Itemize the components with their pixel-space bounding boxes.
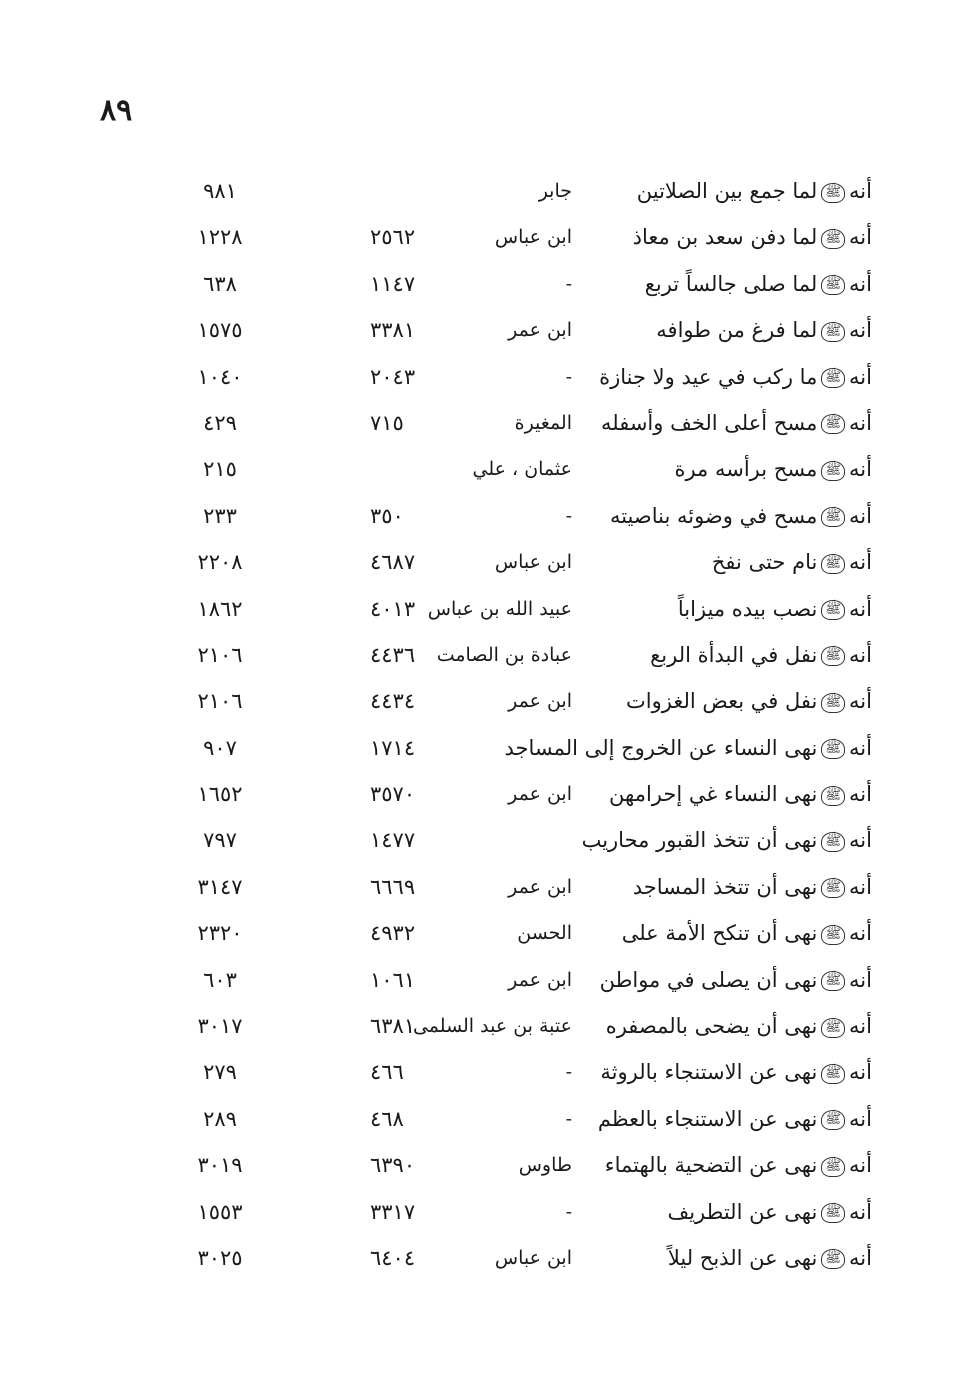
salawat-honorific-icon: ﷺ — [821, 183, 845, 203]
reference-number: ٢٠٤٣ — [370, 364, 416, 389]
hadith-prefix: أنه — [849, 503, 872, 528]
hadith-phrase: نهى أن تنكح الأمة على — [621, 921, 818, 946]
reference-number: ٦٦٦٩ — [370, 874, 416, 899]
narrator: عتبة بن عبد السلمى — [412, 1015, 572, 1038]
hadith-phrase: مسح في وضوئه بناصيته — [609, 503, 818, 528]
narrator: ابن عمر — [508, 783, 572, 806]
salawat-honorific-icon: ﷺ — [821, 832, 845, 852]
page-reference-number: ٣٠٢٥ — [197, 1245, 243, 1270]
page-reference-number: ١٨٦٢ — [197, 596, 243, 621]
narrator: - — [565, 1200, 572, 1223]
narrator: عبيد الله بن عباس — [427, 597, 572, 620]
salawat-honorific-icon: ﷺ — [821, 878, 845, 898]
hadith-text — [600, 963, 872, 997]
hadith-phrase: نهى أن يصلى في مواطن — [599, 967, 818, 992]
index-row — [0, 819, 956, 865]
hadith-phrase: نهى أن تتخذ المساجد — [632, 874, 818, 899]
narrator: عثمان ، علي — [472, 458, 572, 481]
narrator: ابن عباس — [494, 1246, 572, 1269]
page-reference-number: ٣٠١٩ — [197, 1153, 243, 1178]
hadith-index-table — [0, 170, 956, 1283]
hadith-prefix: أنه — [849, 318, 872, 343]
hadith-text — [668, 1241, 872, 1275]
hadith-phrase: نفل في البدأة الربع — [650, 642, 818, 667]
page-number: ٨٩ — [100, 93, 133, 128]
narrator: - — [565, 272, 572, 295]
salawat-honorific-icon: ﷺ — [821, 1064, 845, 1084]
hadith-phrase: ما ركب في عيد ولا جنازة — [599, 364, 818, 389]
index-row — [0, 309, 956, 355]
hadith-text — [582, 823, 872, 857]
hadith-text — [601, 406, 872, 440]
reference-number: ٤٤٣٦ — [370, 642, 416, 667]
hadith-text — [678, 592, 872, 626]
narrator: ابن عمر — [508, 319, 572, 342]
page-reference-number: ١٥٥٣ — [197, 1199, 243, 1224]
salawat-honorific-icon: ﷺ — [821, 461, 845, 481]
hadith-phrase: نهى عن الاستنجاء بالروثة — [600, 1060, 818, 1085]
index-row — [0, 1098, 956, 1144]
index-row — [0, 1191, 956, 1237]
page-reference-number: ١٠٤٠ — [197, 364, 243, 389]
hadith-text — [622, 916, 872, 950]
reference-number: ٤٦٨ — [370, 1106, 404, 1131]
index-row — [0, 448, 956, 494]
hadith-phrase: لما صلى جالساً تربع — [644, 271, 818, 296]
salawat-honorific-icon: ﷺ — [821, 646, 845, 666]
index-row — [0, 1005, 956, 1051]
salawat-honorific-icon: ﷺ — [821, 322, 845, 342]
page-reference-number: ٣١٤٧ — [197, 874, 243, 899]
narrator: ابن عمر — [508, 875, 572, 898]
narrator: طاوس — [518, 1154, 572, 1177]
page-reference-number: ١٦٥٢ — [197, 782, 243, 807]
hadith-text — [633, 220, 872, 254]
index-row — [0, 170, 956, 216]
narrator: ابن عباس — [494, 551, 572, 574]
hadith-text — [505, 731, 873, 765]
salawat-honorific-icon: ﷺ — [821, 1249, 845, 1269]
hadith-phrase: نصب بيده ميزاباً — [677, 596, 818, 621]
hadith-prefix: أنه — [849, 735, 872, 760]
narrator: جابر — [538, 180, 572, 202]
salawat-honorific-icon: ﷺ — [821, 786, 845, 806]
page-reference-number: ٣٠١٧ — [197, 1014, 243, 1039]
narrator: - — [565, 1061, 572, 1084]
index-row — [0, 495, 956, 541]
hadith-prefix: أنه — [849, 550, 872, 575]
salawat-honorific-icon: ﷺ — [821, 971, 845, 991]
index-row — [0, 773, 956, 819]
hadith-phrase: مسح أعلى الخف وأسفله — [601, 410, 818, 435]
reference-number: ١١٤٧ — [370, 271, 416, 296]
hadith-phrase: نفل في بعض الغزوات — [625, 689, 818, 714]
narrator: الحسن — [517, 922, 572, 945]
hadith-phrase: نهى أن يضحى بالمصفره — [605, 1014, 818, 1039]
page-reference-number: ٢١٠٦ — [197, 642, 243, 667]
salawat-honorific-icon: ﷺ — [821, 414, 845, 434]
index-row — [0, 356, 956, 402]
hadith-phrase: نهى عن الاستنجاء بالعظم — [597, 1106, 818, 1131]
index-row — [0, 912, 956, 958]
index-row — [0, 1051, 956, 1097]
salawat-honorific-icon: ﷺ — [821, 554, 845, 574]
reference-number: ٣٥٠ — [370, 503, 404, 528]
narrator: المغيرة — [514, 411, 572, 434]
reference-number: ٤٦٦ — [370, 1060, 404, 1085]
hadith-prefix: أنه — [849, 410, 872, 435]
hadith-prefix: أنه — [849, 1199, 872, 1224]
narrator: - — [565, 1107, 572, 1130]
hadith-text — [626, 684, 872, 718]
narrator: ابن عمر — [508, 690, 572, 713]
index-row — [0, 541, 956, 587]
salawat-honorific-icon: ﷺ — [821, 275, 845, 295]
page-reference-number: ٩٨١ — [203, 179, 237, 203]
reference-number: ٤٩٣٢ — [370, 921, 416, 946]
reference-number: ٦٣٨١ — [370, 1014, 416, 1039]
hadith-prefix: أنه — [849, 689, 872, 714]
salawat-honorific-icon: ﷺ — [821, 1157, 845, 1177]
salawat-honorific-icon: ﷺ — [821, 368, 845, 388]
hadith-text — [598, 1102, 872, 1136]
page-reference-number: ٦٠٣ — [203, 967, 237, 992]
hadith-text — [656, 313, 872, 347]
hadith-prefix: أنه — [849, 225, 872, 250]
narrator: عبادة بن الصامت — [436, 643, 572, 666]
reference-number: ٦٤٠٤ — [370, 1245, 416, 1270]
reference-number: ٤٦٨٧ — [370, 550, 416, 575]
hadith-text — [633, 870, 872, 904]
index-row — [0, 588, 956, 634]
salawat-honorific-icon: ﷺ — [821, 507, 845, 527]
hadith-prefix: أنه — [849, 874, 872, 899]
hadith-prefix: أنه — [849, 782, 872, 807]
salawat-honorific-icon: ﷺ — [821, 739, 845, 759]
hadith-prefix: أنه — [849, 596, 872, 621]
page-reference-number: ١٢٢٨ — [197, 225, 243, 250]
hadith-prefix: أنه — [849, 271, 872, 296]
reference-number: ٤٤٣٤ — [370, 689, 416, 714]
hadith-text — [610, 499, 872, 533]
salawat-honorific-icon: ﷺ — [821, 1203, 845, 1223]
salawat-honorific-icon: ﷺ — [821, 925, 845, 945]
narrator: ابن عباس — [494, 226, 572, 249]
narrator: ابن عمر — [508, 968, 572, 991]
reference-number: ١٧١٤ — [370, 735, 416, 760]
hadith-text — [609, 777, 872, 811]
hadith-text — [650, 638, 872, 672]
hadith-prefix: أنه — [849, 967, 872, 992]
hadith-phrase: نهى عن التضحية بالهتماء — [604, 1153, 818, 1178]
index-row — [0, 866, 956, 912]
index-row — [0, 634, 956, 680]
hadith-prefix: أنه — [849, 921, 872, 946]
hadith-prefix: أنه — [849, 1014, 872, 1039]
hadith-text — [645, 267, 872, 301]
index-row — [0, 402, 956, 448]
reference-number: ١٤٧٧ — [370, 828, 416, 853]
hadith-prefix: أنه — [849, 179, 872, 203]
hadith-phrase: نهى النساء عن الخروج إلى المساجد — [504, 735, 818, 760]
hadith-phrase: نهى عن الذبح ليلاً — [667, 1245, 818, 1270]
reference-number: ٦٣٩٠ — [370, 1153, 416, 1178]
hadith-text — [599, 360, 872, 394]
reference-number: ٧١٥ — [370, 410, 404, 435]
hadith-text — [605, 1148, 872, 1182]
hadith-text — [667, 1195, 872, 1229]
salawat-honorific-icon: ﷺ — [821, 229, 845, 249]
index-row — [0, 680, 956, 726]
reference-number: ٤٠١٣ — [370, 596, 416, 621]
salawat-honorific-icon: ﷺ — [821, 693, 845, 713]
hadith-phrase: مسح برأسه مرة — [674, 457, 818, 482]
page-reference-number: ٢٢٠٨ — [197, 550, 243, 575]
index-row — [0, 1237, 956, 1283]
hadith-text — [606, 1009, 872, 1043]
page-reference-number: ٢٣٣ — [203, 503, 237, 528]
page-reference-number: ١٥٧٥ — [197, 318, 243, 343]
hadith-phrase: لما دفن سعد بن معاذ — [632, 225, 818, 250]
salawat-honorific-icon: ﷺ — [821, 600, 845, 620]
hadith-text — [712, 545, 872, 579]
index-row — [0, 263, 956, 309]
hadith-prefix: أنه — [849, 1106, 872, 1131]
page-reference-number: ٢٨٩ — [203, 1106, 237, 1131]
reference-number: ٣٣٨١ — [370, 318, 416, 343]
page-reference-number: ٢٧٩ — [203, 1060, 237, 1085]
hadith-prefix: أنه — [849, 1153, 872, 1178]
reference-number: ١٠٦١ — [370, 967, 416, 992]
reference-number: ٣٥٧٠ — [370, 782, 416, 807]
hadith-phrase: نهى النساء غي إحرامهن — [609, 782, 818, 807]
index-row — [0, 216, 956, 262]
hadith-text — [674, 452, 872, 486]
hadith-phrase: نهى أن تتخذ القبور محاريب — [581, 828, 818, 853]
hadith-prefix: أنه — [849, 1060, 872, 1085]
index-row — [0, 1144, 956, 1190]
page-reference-number: ٢٣٢٠ — [197, 921, 243, 946]
index-row — [0, 727, 956, 773]
hadith-text — [637, 174, 872, 208]
page-reference-number: ٤٢٩ — [203, 410, 237, 435]
reference-number: ٣٣١٧ — [370, 1199, 416, 1224]
hadith-prefix: أنه — [849, 457, 872, 482]
page-reference-number: ٢١٠٦ — [197, 689, 243, 714]
hadith-text — [600, 1055, 872, 1089]
reference-number: ٢٥٦٢ — [370, 225, 416, 250]
hadith-prefix: أنه — [849, 364, 872, 389]
hadith-phrase: لما جمع بين الصلاتين — [636, 179, 818, 203]
hadith-prefix: أنه — [849, 1245, 872, 1270]
hadith-phrase: نام حتى نفخ — [711, 550, 818, 575]
hadith-prefix: أنه — [849, 642, 872, 667]
hadith-prefix: أنه — [849, 828, 872, 853]
narrator: - — [565, 504, 572, 527]
hadith-phrase: لما فرغ من طوافه — [656, 318, 818, 343]
narrator: - — [565, 365, 572, 388]
index-row — [0, 959, 956, 1005]
page-reference-number: ٦٣٨ — [203, 271, 237, 296]
page-reference-number: ٧٩٧ — [203, 828, 237, 853]
salawat-honorific-icon: ﷺ — [821, 1018, 845, 1038]
page-reference-number: ٢١٥ — [203, 457, 237, 482]
salawat-honorific-icon: ﷺ — [821, 1110, 845, 1130]
page-reference-number: ٩٠٧ — [203, 735, 237, 760]
hadith-phrase: نهى عن التطريف — [667, 1199, 818, 1224]
